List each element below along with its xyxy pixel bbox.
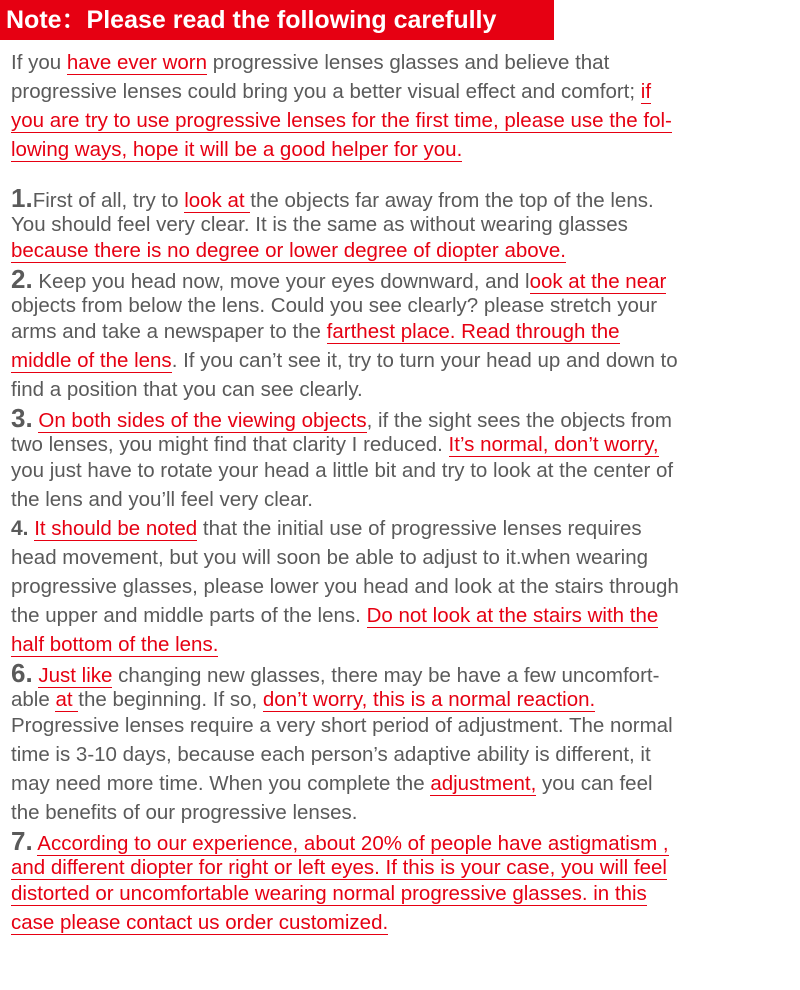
section-3-line: [11, 456, 793, 485]
section-text: time is 3-10 days, because each person’s adaptive ability is different, it: [11, 743, 651, 766]
section-number: 7.: [11, 826, 33, 856]
section-3-line: [11, 433, 793, 456]
section-text: First of all, try to: [32, 189, 185, 212]
section-3-line: [11, 485, 793, 514]
section-highlight: half bottom of the lens.: [11, 633, 219, 656]
section-text: able: [11, 688, 56, 711]
section-text: . If you can’t see it, try to turn your head up and down to: [171, 349, 678, 372]
section-text: You should feel very clear. It is the same as without wearing glasses: [11, 213, 628, 236]
section-6-line: [11, 769, 793, 798]
section-number: 3.: [11, 403, 33, 433]
section-text: the benefits of our progressive lenses.: [11, 801, 358, 824]
section-text: changing new glasses, there may be have a few uncomfort-: [112, 664, 660, 687]
section-number: 6.: [11, 658, 33, 688]
section-text: find a position that you can see clearly.: [11, 378, 363, 401]
section-number: 4.: [11, 517, 29, 540]
intro-highlight: have ever worn: [66, 51, 208, 74]
section-text: objects from below the lens. Could you see clearly? please stretch your: [11, 294, 658, 317]
section-7-line: [11, 827, 793, 856]
section-6-line: [11, 798, 793, 827]
section-highlight: because there is no degree or lower degree of diopter above.: [11, 239, 567, 262]
section-highlight: look at: [184, 189, 251, 212]
section-highlight: It’s normal, don’t worry,: [448, 433, 659, 456]
intro-line: [11, 48, 793, 77]
section-2-line: [11, 317, 793, 346]
section-highlight: adjustment,: [430, 772, 537, 795]
section-number: 2.: [11, 264, 33, 294]
section-highlight: Do not look at the stairs with the: [366, 604, 659, 627]
section-2-line: [11, 265, 793, 294]
intro-highlight: you are try to use progressive lenses for the first time, please use the fol-: [11, 109, 672, 132]
section-4-line: [11, 572, 793, 601]
section-1-line: [11, 184, 793, 213]
instructions-document: [11, 48, 793, 937]
section-highlight: Just like: [38, 664, 113, 687]
section-7-line: [11, 856, 793, 879]
section-text: may need more time. When you complete the: [11, 772, 431, 795]
intro-text: If you: [11, 51, 67, 74]
section-highlight: It should be noted: [34, 517, 198, 540]
section-3-line: [11, 404, 793, 433]
section-highlight: distorted or uncomfortable wearing normal progressive glasses. in this: [11, 882, 647, 905]
section-text: Progressive lenses require a very short period of adjustment. The normal: [11, 714, 673, 737]
section-text: arms and take a newspaper to the: [11, 320, 327, 343]
section-text: two lenses, you might find that clarity I reduced.: [11, 433, 449, 456]
section-highlight: don’t worry, this is a normal reaction.: [262, 688, 596, 711]
section-7-line: [11, 879, 793, 908]
section-4-line: [11, 543, 793, 572]
section-highlight: According to our experience, about 20% of people have astigmatism ,: [37, 832, 669, 855]
section-highlight: On both sides of the viewing objects: [38, 409, 367, 432]
section-text: progressive glasses, please lower you head and look at the stairs through: [11, 575, 679, 598]
intro-text: progressive lenses glasses and believe that: [207, 51, 610, 74]
section-2-line: [11, 375, 793, 404]
section-4-line: [11, 601, 793, 630]
section-text: the beginning. If so,: [78, 688, 263, 711]
section-6-line: [11, 659, 793, 688]
section-text: Keep you head now, move your eyes downward, and l: [32, 270, 530, 293]
section-6-line: [11, 711, 793, 740]
intro-line: [11, 106, 793, 135]
intro-text: progressive lenses could bring you a better visual effect and comfort;: [11, 80, 641, 103]
section-7-line: [11, 908, 793, 937]
section-4-line: [11, 514, 793, 543]
section-text: you can feel: [536, 772, 653, 795]
section-highlight: farthest place: [326, 320, 450, 343]
section-highlight: at: [55, 688, 79, 711]
intro-line: [11, 77, 793, 106]
section-1-line: [11, 213, 793, 236]
note-header: Note：Please read the following carefully: [0, 0, 554, 40]
section-text: head movement, but you will soon be able to adjust to it.when wearing: [11, 546, 649, 569]
section-6-line: [11, 740, 793, 769]
section-highlight: case please contact us order customized.: [11, 911, 389, 934]
section-2-line: [11, 346, 793, 375]
section-text: you just have to rotate your head a little bit and try to look at the center of: [11, 459, 674, 482]
section-text: , if the sight sees the objects from: [366, 409, 672, 432]
section-highlight: . Read through the: [449, 320, 620, 343]
section-text: the lens and you’ll feel very clear.: [11, 488, 313, 511]
intro-highlight: if: [640, 80, 652, 103]
section-number: 1.: [11, 183, 33, 213]
section-highlight: ook at the near: [529, 270, 667, 293]
section-text: that the initial use of progressive lenses requires: [197, 517, 642, 540]
section-4-line: [11, 630, 793, 659]
section-text: the upper and middle parts of the lens.: [11, 604, 367, 627]
section-2-line: [11, 294, 793, 317]
section-highlight: middle of the lens: [11, 349, 172, 372]
intro-line: [11, 135, 793, 164]
section-highlight: and different diopter for right or left eyes. If this is your case, you will feel: [11, 856, 667, 879]
section-text: the objects far away from the top of the lens.: [250, 189, 654, 212]
section-1-line: [11, 236, 793, 265]
section-6-line: [11, 688, 793, 711]
intro-highlight: lowing ways, hope it will be a good helper for you.: [11, 138, 463, 161]
